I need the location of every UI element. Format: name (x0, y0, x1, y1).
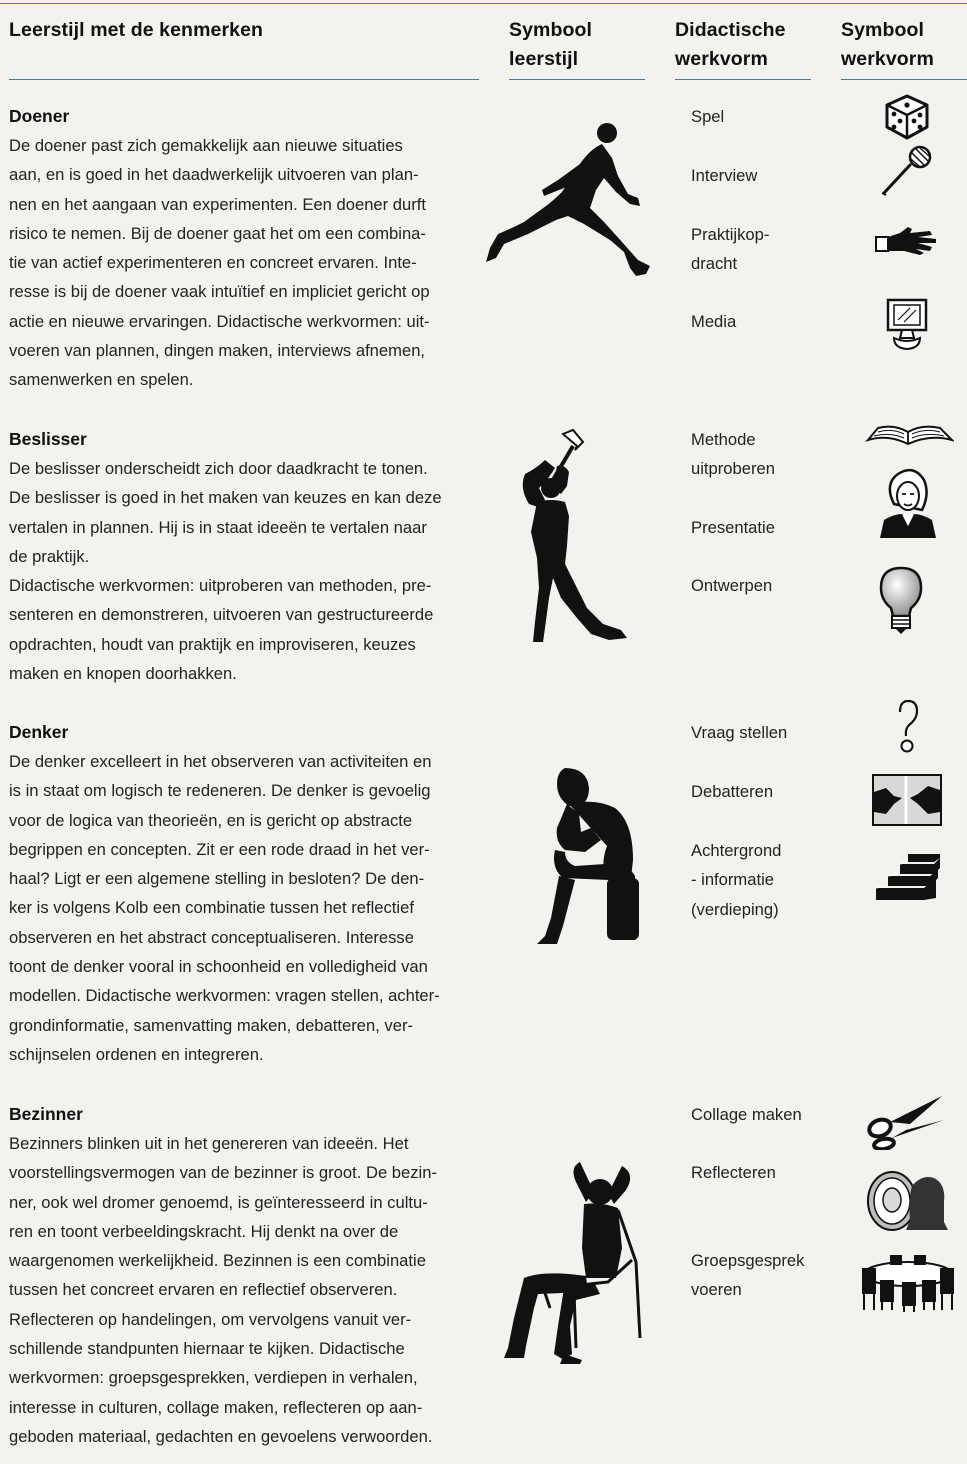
section-title: Beslisser (9, 429, 87, 449)
thinker-icon (535, 768, 641, 950)
header-form-symbol: Symbool werkvorm (841, 19, 934, 70)
top-rule (0, 3, 967, 4)
werkvorm-label: Spel (691, 107, 725, 126)
dice-icon (884, 94, 930, 140)
werkvorm-label: Presentatie (691, 518, 775, 537)
mirror-reflection-icon (866, 1170, 948, 1232)
section-body: De beslisser onderscheidt zich door daadkracht te tonen. De beslisser is goed in het maken van keuzes en kan deze vertalen in plannen. Hij is in staat ideeën te vertalen naar de praktijk. Didactische werkvormen: uitproberen van methoden, pre- senteren en demonstreren, uitvoeren van gestructureerde opdrachten, houdt van praktijk en improviseren, keuzes maken en knopen doorhakken. (9, 459, 442, 684)
debate-faces-icon (872, 774, 942, 826)
werkvorm-label: Debatteren (691, 782, 774, 801)
section-title: Bezinner (9, 1104, 83, 1124)
section-body: De denker excelleert in het observeren van activiteiten en is in staat om logisch te redeneren. De denker is gevoelig voor de logica van theorieën, en is gericht op abstracte begrippen en concepten. Zit er een rode draad in het ver- haal? Ligt er een algemene stelling in besloten? De den- ker is volgens Kolb een combinatie tussen het reflectief observeren en het abstract conceptualiseren. Interesse toont de denker vooral in schoonheid en volledigheid van modellen. Didactische werkvormen: vragen stellen, achter- grondinformatie, samenvatting maken, debatteren, ver- schijnselen ordenen en integreren. (9, 752, 440, 1064)
section-title: Denker (9, 722, 69, 742)
light-bulb-icon (879, 566, 923, 636)
werkvorm-label: Achtergrond - informatie (verdieping) (691, 841, 782, 919)
section-body: Bezinners blinken uit in het genereren van ideeën. Het voorstellingsvermogen van de bezinner is groot. De bezin- ner, ook wel dromer genoemd, is geïnteresseerd in cultu- ren en toont verbeeldingskracht. Hij denkt na over de waargenomen werkelijkheid. Bezinnen is een combinatie tussen het concreet ervaren en reflectief observeren. Reflecteren op handelingen, om vervolgens vanuit ver- schillende standpunten hiernaar te kijken. Didactische werkvormen: groepsgesprekken, verdiepen in verhalen, interesse in culturen, collage maken, reflecteren op aan- geboden materiaal, gedachten en gevoelens verwoorden. (9, 1134, 437, 1446)
header-learning-style: Leerstijl met de kenmerken (9, 19, 264, 41)
header-rule-col2 (509, 79, 645, 80)
relaxing-seated-person-icon (504, 1158, 658, 1364)
werkvorm-label: Ontwerpen (691, 576, 773, 595)
running-person-icon (484, 120, 656, 278)
microphone-icon (880, 145, 936, 197)
werkvorm-label: Collage maken (691, 1105, 802, 1124)
header-rule-col1 (9, 79, 479, 80)
scissors-icon (866, 1094, 946, 1150)
header-didactic-form: Didactische werkvorm (675, 19, 786, 70)
question-mark-icon (896, 698, 920, 756)
header-rule-col3 (675, 79, 811, 80)
werkvorm-label: Reflecteren (691, 1163, 776, 1182)
header-rule-col4 (841, 79, 967, 80)
person-with-axe-icon (517, 428, 629, 642)
section-title: Doener (9, 106, 70, 126)
werkvorm-label: Methode uitproberen (691, 430, 775, 479)
hand-icon (874, 223, 938, 257)
computer-monitor-icon (886, 298, 928, 352)
werkvorm-label: Groepsgesprek voeren (691, 1251, 805, 1300)
section-body: De doener past zich gemakkelijk aan nieuwe situaties aan, en is goed in het daadwerkelijk uitvoeren van plan- nen en het aangaan van experimenten. Een doener durft risico te nemen. Bij de doener gaat het om een combina- tie van actief experimenteren en concreet ervaren. Inte- resse is bij de doener vaak intuïtief en impliciet gericht op actie en nieuwe ervaringen. Didactische werkvormen: uit- voeren van plannen, dingen maken, interviews afnemen, samenwerken en spelen. (9, 136, 430, 390)
header-style-symbol: Symbool leerstijl (509, 19, 593, 70)
round-table-icon (860, 1254, 956, 1312)
werkvorm-label: Praktijkop- dracht (691, 225, 770, 274)
open-book-icon (864, 422, 954, 448)
werkvorm-label: Media (691, 312, 737, 331)
werkvorm-label: Interview (691, 166, 758, 185)
werkvorm-label: Vraag stellen (691, 723, 788, 742)
presenter-woman-icon (878, 466, 938, 538)
stairs-icon (874, 852, 942, 902)
